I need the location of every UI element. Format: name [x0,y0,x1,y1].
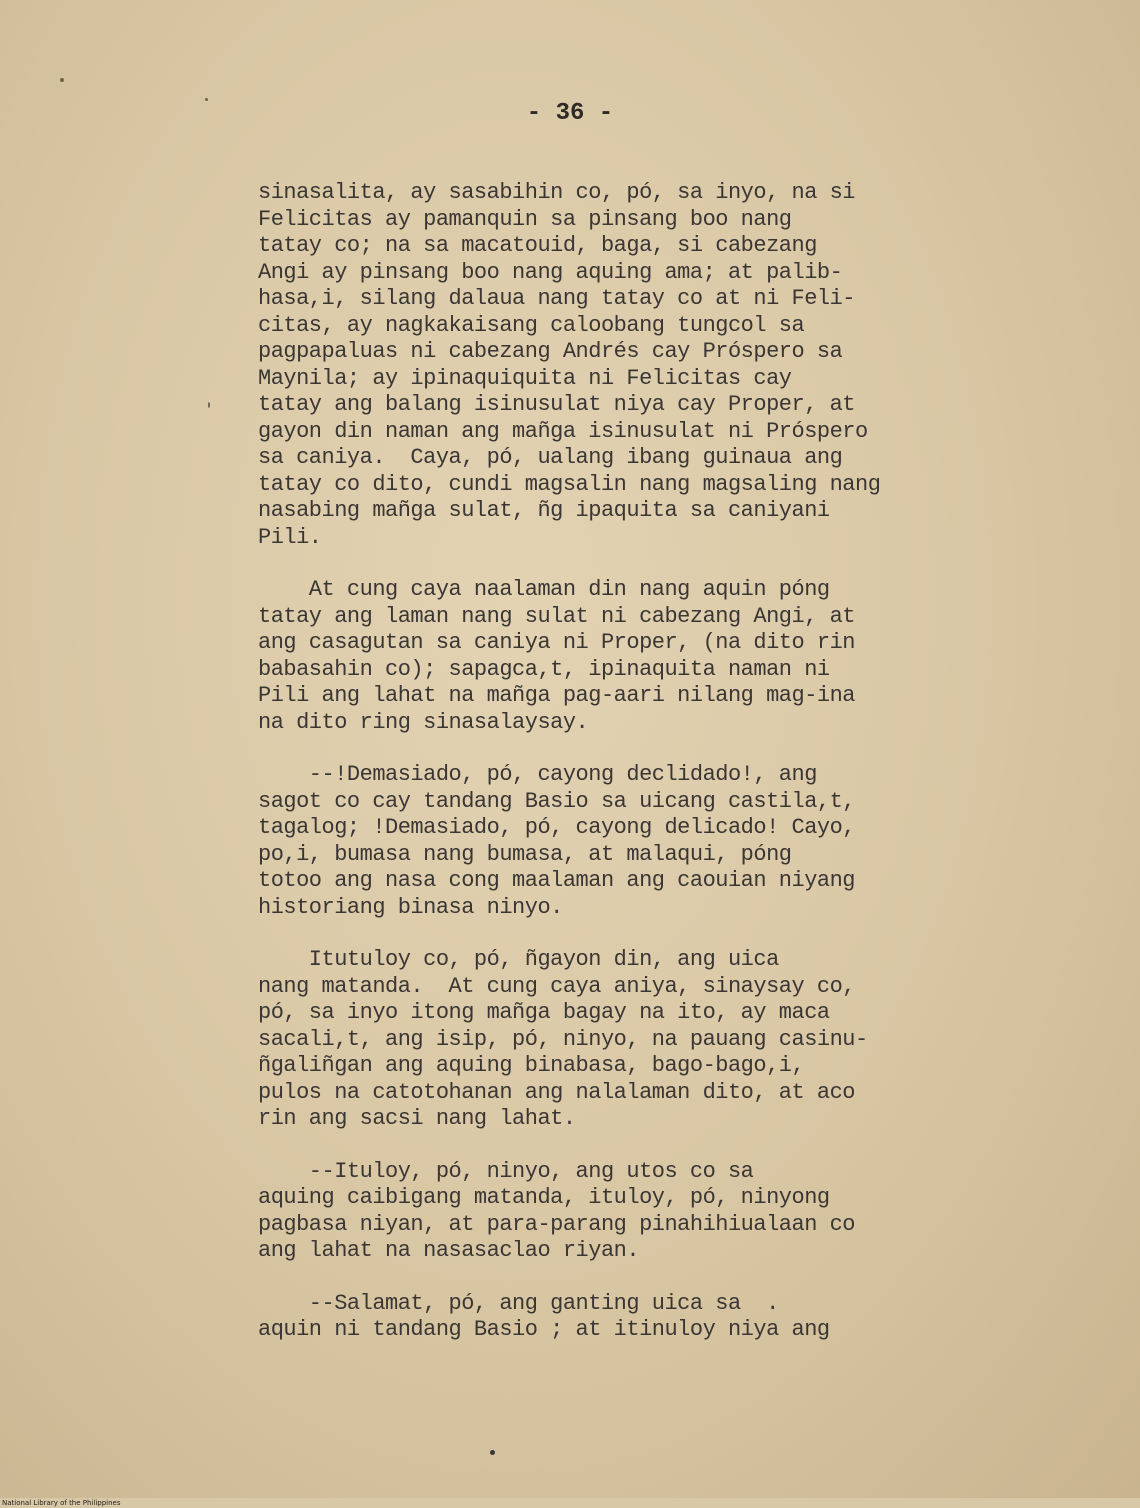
text-line: pagpapaluas ni cabezang Andrés cay Próspero sa [258,339,843,364]
ink-dot [490,1450,495,1455]
text-line: --!Demasiado, pó, cayong declidado!, ang [258,762,817,787]
paper-speck [60,78,64,82]
text-line: aquin ni tandang Basio ; at itinuloy niya ang [258,1317,830,1342]
text-line: po,i, bumasa nang bumasa, at malaqui, póng [258,841,792,867]
paragraph [258,947,1058,1133]
text-line: historiang binasa ninyo. [258,894,563,920]
footer-credit: National Library of the Philippines [2,1499,121,1507]
text-line: gayon din naman ang mañga isinusulat ni Próspero [258,418,868,444]
text-line: rin ang sacsi nang lahat. [258,1106,576,1131]
text-line: pó, sa inyo itong mañga bagay na ito, ay maca [258,1000,830,1025]
text-line: citas, ay nagkakaisang caloobang tungcol sa [258,312,805,338]
text-line: At cung caya naalaman din nang aquin póng [258,577,830,602]
text-line: tagalog; !Demasiado, pó, cayong delicado! Cayo, [258,815,856,840]
text-line: tatay co dito, cundi magsalin nang magsaling nang [258,471,881,497]
text-line: ñgaliñgan ang aquing binabasa, bago-bago,i, [258,1053,805,1078]
text-line: hasa,i, silang dalaua nang tatay co at ni Feli- [258,286,856,311]
text-line: Pili ang lahat na mañga pag-aari nilang mag-ina [258,683,856,708]
paragraph [258,1159,1058,1265]
text-line: nang matanda. At cung caya aniya, sinaysay co, [258,973,856,999]
text-line: Felicitas ay pamanquin sa pinsang boo nang [258,206,792,232]
text-line: sinasalita, ay sasabihin co, pó, sa inyo, na si [258,180,856,205]
text-line: aquing caibigang matanda, ituloy, pó, ninyong [258,1185,830,1210]
text-line: babasahin co); sapagca,t, ipinaquita naman ni [258,656,830,682]
text-line: ang lahat na nasasaclao riyan. [258,1238,640,1263]
text-line: sa caniya. Caya, pó, ualang ibang guinaua ang [258,445,843,470]
text-line: Angi ay pinsang boo nang aquing ama; at palib- [258,259,843,285]
text-line: tatay co; na sa macatouid, baga, si cabezang [258,233,817,258]
text-line: Pili. [258,524,322,550]
text-line: totoo ang nasa cong maalaman ang caouian niyang [258,868,856,893]
paragraph [258,180,1058,551]
text-line: Itutuloy co, pó, ñgayon din, ang uica [258,947,779,972]
text-line: ang casagutan sa caniya ni Proper, (na dito rin [258,630,856,655]
text-line: sagot co cay tandang Basio sa uicang castila,t, [258,788,856,814]
text-line: tatay ang balang isinusulat niya cay Proper, at [258,392,856,417]
text-line: na dito ring sinasalaysay. [258,709,589,735]
text-line: pagbasa niyan, at para-parang pinahihiualaan co [258,1211,856,1237]
paper-speck [208,402,210,408]
paragraph [258,1291,1058,1344]
body-text [258,180,1058,1370]
paragraph [258,762,1058,921]
text-line: tatay ang laman nang sulat ni cabezang Angi, at [258,603,856,629]
page-number: - 36 - [526,100,614,127]
text-line: Maynila; ay ipinaquiquita ni Felicitas cay [258,365,792,391]
text-line: --Salamat, pó, ang ganting uica sa . [258,1290,779,1316]
text-line: nasabing mañga sulat, ñg ipaquita sa caniyani [258,498,830,523]
paragraph [258,577,1058,736]
text-line: sacali,t, ang isip, pó, ninyo, na pauang casinu- [258,1026,868,1052]
text-line: --Ituloy, pó, ninyo, ang utos co sa [258,1158,754,1184]
text-line: pulos na catotohanan ang nalalaman dito, at aco [258,1079,856,1105]
